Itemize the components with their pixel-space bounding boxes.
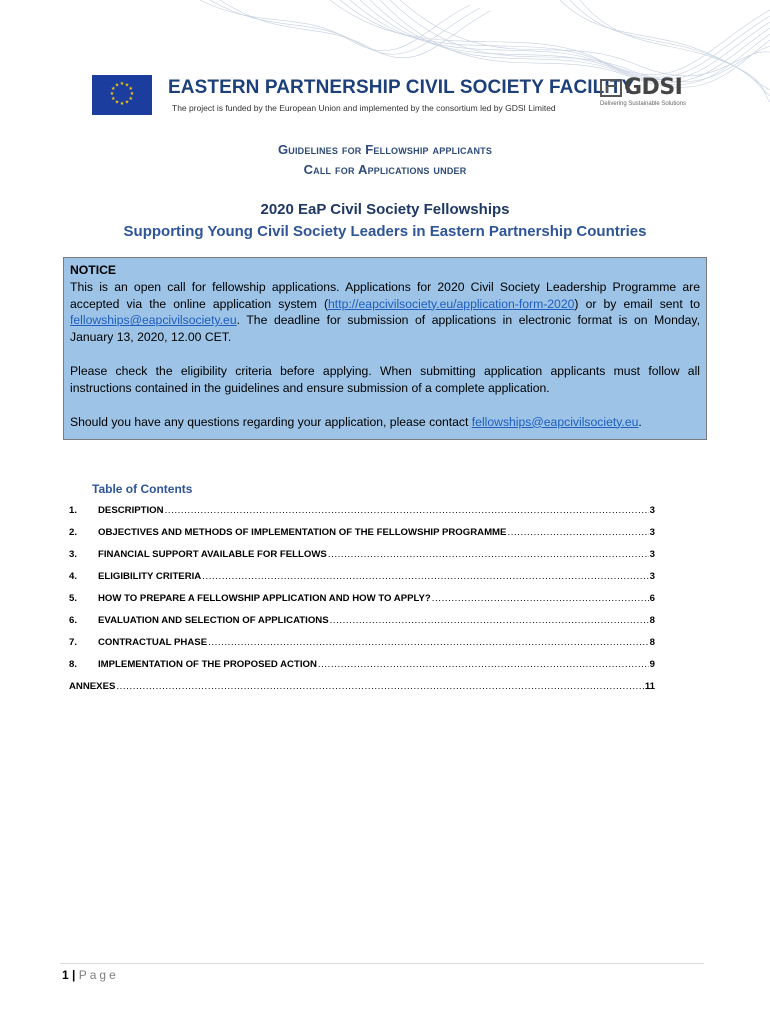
- toc-dot-leader: [432, 593, 649, 604]
- toc-item-page: 3: [649, 505, 655, 516]
- notice-text: This is an open call for fellowship applications. Applications for 2020 Civil Society Leadership Programme are accepted via the online application system (: [70, 279, 700, 311]
- eu-flag-icon: [92, 75, 152, 115]
- toc-dot-leader: [116, 681, 643, 692]
- toc-item-page: 3: [649, 549, 655, 560]
- toc-item[interactable]: [69, 615, 655, 631]
- facility-subtitle: The project is funded by the European Union and implemented by the consortium led by GDSI Limited: [172, 103, 556, 113]
- toc-item-page: 11: [644, 681, 655, 692]
- toc-item-number: 4.: [69, 571, 78, 582]
- footer-separator: |: [72, 968, 76, 982]
- notice-box: [63, 257, 707, 440]
- gdsi-logo: [600, 75, 700, 115]
- toc-item-title: IMPLEMENTATION OF THE PROPOSED ACTION: [98, 659, 317, 670]
- toc-item-number: 6.: [69, 615, 78, 626]
- toc-item[interactable]: [69, 527, 655, 543]
- toc-dot-leader: [318, 659, 649, 670]
- toc-item-title: OBJECTIVES AND METHODS OF IMPLEMENTATION OF THE FELLOWSHIP PROGRAMME: [98, 527, 507, 538]
- toc-item[interactable]: [69, 549, 655, 565]
- toc-item-page: 8: [649, 637, 655, 648]
- toc-item[interactable]: [69, 571, 655, 587]
- toc-dot-leader: [507, 527, 648, 538]
- gdsi-logo-text: GDSI: [624, 75, 683, 100]
- toc-item-title: ELIGIBILITY CRITERIA: [98, 571, 202, 582]
- toc-item-title: EVALUATION AND SELECTION OF APPLICATIONS: [98, 615, 329, 626]
- page-footer: [62, 968, 119, 982]
- toc-dot-leader: [328, 549, 649, 560]
- notice-text: . The deadline for submission of applications in electronic format is on Monday, January 13, 2020, 12.00 CET.: [70, 313, 700, 345]
- toc-dot-leader: [202, 571, 648, 582]
- notice-paragraph-3: [70, 414, 700, 431]
- svg-text:★: ★: [128, 86, 133, 92]
- call-heading: Call for Applications under: [303, 162, 467, 177]
- toc-item[interactable]: [69, 505, 655, 521]
- application-form-link[interactable]: http://eapcivilsociety.eu/application-form-2020: [328, 296, 575, 311]
- svg-text:★: ★: [129, 91, 135, 97]
- footer-divider: [60, 963, 704, 964]
- toc-item-page: 3: [649, 527, 655, 538]
- notice-paragraph-1: [70, 279, 700, 346]
- svg-text:★: ★: [124, 99, 130, 106]
- gdsi-logo-icon: [600, 79, 622, 97]
- notice-paragraph-2: Please check the eligibility criteria before applying. When submitting application applicants must follow all instructions contained in the guidelines and ensure submission of a complete application.: [70, 363, 700, 395]
- svg-text:★: ★: [111, 96, 116, 102]
- page-label: Page: [78, 968, 119, 982]
- toc-item-number: 7.: [69, 637, 78, 648]
- toc-item[interactable]: [69, 593, 655, 609]
- toc-item-title: CONTRACTUAL PHASE: [98, 637, 208, 648]
- toc-item-page: 8: [649, 615, 655, 626]
- notice-text: ) or by email sent to: [574, 296, 700, 311]
- toc-heading: Table of Contents: [92, 482, 193, 496]
- svg-text:★: ★: [114, 82, 120, 89]
- notice-text: Should you have any questions regarding your application, please contact: [70, 414, 472, 429]
- notice-text: .: [638, 414, 642, 429]
- svg-text:★: ★: [111, 86, 116, 92]
- document-title: 2020 EaP Civil Society Fellowships: [260, 201, 510, 218]
- toc-item-number: 8.: [69, 659, 78, 670]
- toc-item-title: ANNEXES: [69, 681, 116, 692]
- gdsi-tagline: Delivering Sustainable Solutions: [600, 101, 687, 107]
- toc-item-title: FINANCIAL SUPPORT AVAILABLE FOR FELLOWS: [98, 549, 327, 560]
- guidelines-heading: Guidelines for Fellowship applicants: [277, 142, 493, 157]
- toc-item-number: 5.: [69, 593, 78, 604]
- fellowships-email-link[interactable]: fellowships@eapcivilsociety.eu: [70, 313, 237, 328]
- notice-heading: NOTICE: [70, 263, 117, 277]
- svg-text:★: ★: [109, 91, 115, 97]
- facility-title: EASTERN PARTNERSHIP CIVIL SOCIETY FACILITY: [168, 77, 635, 98]
- toc-item-page: 6: [649, 593, 655, 604]
- toc-item-page: 9: [649, 659, 655, 670]
- page-number: 1: [62, 968, 69, 982]
- contact-email-link[interactable]: fellowships@eapcivilsociety.eu: [471, 414, 639, 429]
- svg-text:★: ★: [119, 81, 125, 87]
- toc-dot-leader: [165, 505, 649, 516]
- toc-item-title: DESCRIPTION: [98, 505, 164, 516]
- toc-item[interactable]: [69, 659, 655, 675]
- toc-dot-leader: [208, 637, 649, 648]
- svg-text:★: ★: [114, 99, 120, 106]
- svg-text:★: ★: [124, 82, 130, 89]
- toc-item[interactable]: [69, 637, 655, 653]
- toc-item-annexes[interactable]: [69, 681, 655, 697]
- toc-item-number: 2.: [69, 527, 78, 538]
- toc-item-page: 3: [649, 571, 655, 582]
- svg-text:★: ★: [119, 101, 125, 107]
- document-subtitle: Supporting Young Civil Society Leaders in Eastern Partnership Countries: [123, 223, 647, 240]
- document-header: [92, 75, 692, 115]
- svg-text:★: ★: [128, 96, 133, 102]
- toc-dot-leader: [330, 615, 649, 626]
- toc-item-number: 3.: [69, 549, 78, 560]
- toc-item-number: 1.: [69, 505, 78, 516]
- toc-item-title: HOW TO PREPARE A FELLOWSHIP APPLICATION AND HOW TO APPLY?: [98, 593, 431, 604]
